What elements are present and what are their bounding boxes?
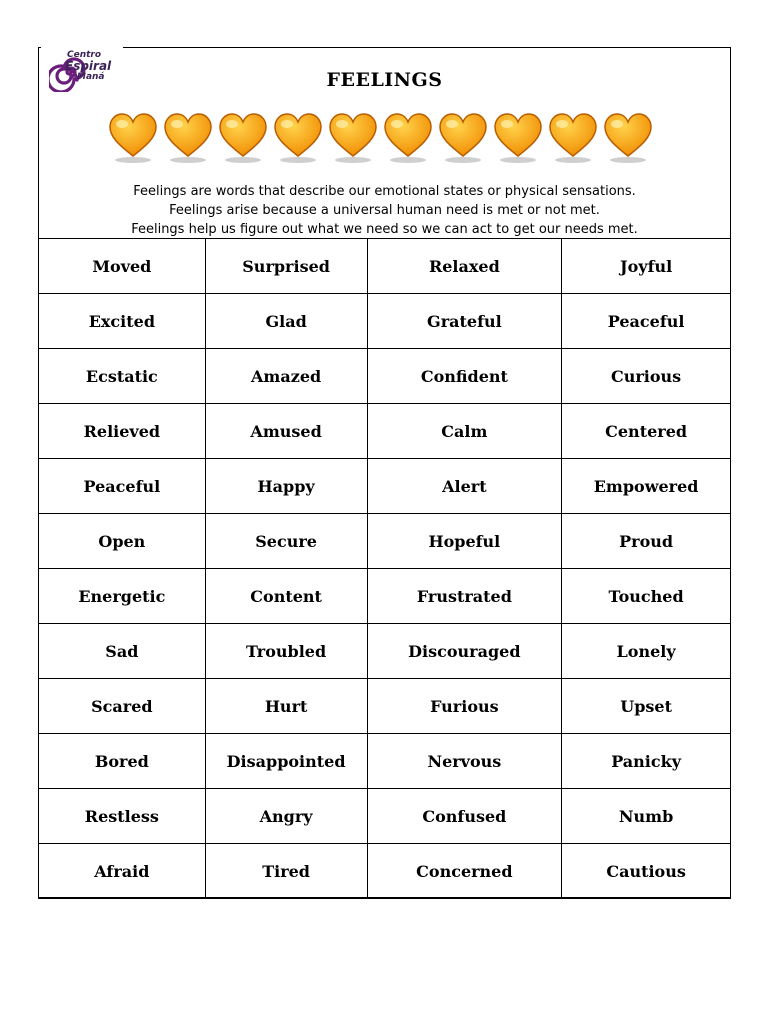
feeling-cell: Confused [367,789,562,844]
hearts-row [107,112,667,164]
heart-icon [162,112,214,164]
feeling-cell: Surprised [205,239,367,294]
page-title: FEELINGS [326,69,443,91]
feeling-cell: Hurt [205,679,367,734]
feeling-cell: Amazed [205,349,367,404]
heart-icon [437,112,489,164]
feeling-cell: Secure [205,514,367,569]
feeling-cell: Confident [367,349,562,404]
heart-icon [272,112,324,164]
feeling-cell: Curious [562,349,731,404]
table-row [39,239,731,294]
description-line-2: Feelings arise because a universal human need is met or not met. [169,203,600,218]
feeling-cell: Nervous [367,734,562,789]
table-row [39,459,731,514]
feeling-cell: Restless [39,789,206,844]
feeling-cell: Calm [367,404,562,459]
feeling-cell: Furious [367,679,562,734]
table-row [39,294,731,349]
table-row [39,734,731,789]
feeling-cell: Sad [39,624,206,679]
feeling-cell: Angry [205,789,367,844]
feeling-cell: Open [39,514,206,569]
logo-line-3: Maná [77,72,105,82]
heart-icon [492,112,544,164]
heart-icon [217,112,269,164]
feeling-cell: Panicky [562,734,731,789]
feeling-cell: Bored [39,734,206,789]
heart-icon [547,112,599,164]
feeling-cell: Discouraged [367,624,562,679]
feeling-cell: Tired [205,844,367,899]
description-line-3: Feelings help us figure out what we need so we can act to get our needs met. [131,222,638,237]
feeling-cell: Touched [562,569,731,624]
table-row [39,404,731,459]
feeling-cell: Energetic [39,569,206,624]
feeling-cell: Grateful [367,294,562,349]
table-row [39,789,731,844]
feeling-cell: Cautious [562,844,731,899]
feeling-cell: Moved [39,239,206,294]
feeling-cell: Excited [39,294,206,349]
feeling-cell: Disappointed [205,734,367,789]
feeling-cell: Scared [39,679,206,734]
feeling-cell: Relaxed [367,239,562,294]
feeling-cell: Content [205,569,367,624]
feelings-worksheet [38,47,731,898]
description-line-1: Feelings are words that describe our emotional states or physical sensations. [133,184,636,199]
feeling-cell: Troubled [205,624,367,679]
feeling-cell: Amused [205,404,367,459]
feeling-cell: Ecstatic [39,349,206,404]
table-row [39,514,731,569]
feeling-cell: Upset [562,679,731,734]
logo-line-1: Centro [67,50,102,60]
feeling-cell: Proud [562,514,731,569]
feelings-table [38,238,731,899]
feeling-cell: Peaceful [39,459,206,514]
feeling-cell: Relieved [39,404,206,459]
heart-icon [382,112,434,164]
table-row [39,679,731,734]
feeling-cell: Glad [205,294,367,349]
worksheet-header [39,48,730,239]
logo-line-2: Espiral [65,59,112,73]
heart-icon [107,112,159,164]
table-row [39,844,731,899]
feeling-cell: Numb [562,789,731,844]
feeling-cell: Lonely [562,624,731,679]
description [39,182,730,239]
feeling-cell: Frustrated [367,569,562,624]
feeling-cell: Alert [367,459,562,514]
feeling-cell: Centered [562,404,731,459]
feeling-cell: Concerned [367,844,562,899]
table-row [39,349,731,404]
feeling-cell: Afraid [39,844,206,899]
feeling-cell: Happy [205,459,367,514]
table-row [39,624,731,679]
feeling-cell: Peaceful [562,294,731,349]
table-row [39,569,731,624]
heart-icon [327,112,379,164]
feeling-cell: Hopeful [367,514,562,569]
heart-icon [602,112,654,164]
feeling-cell: Empowered [562,459,731,514]
feeling-cell: Joyful [562,239,731,294]
